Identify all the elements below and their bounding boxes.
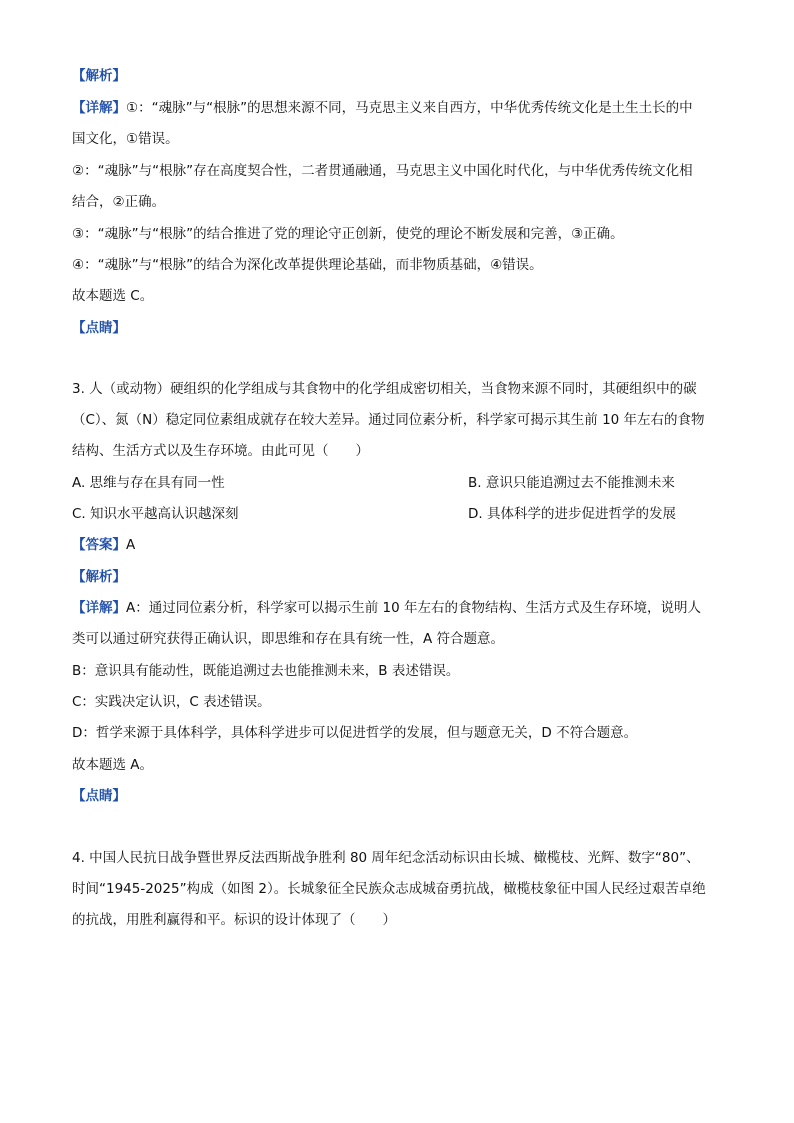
- q3-item-d: D：哲学来源于具体科学，具体科学进步可以促进哲学的发展，但与题意无关，D 不符合题意。: [72, 725, 638, 741]
- q3-answer-value: A: [126, 537, 136, 553]
- q3-comment-label: 【点睛】: [72, 788, 126, 804]
- q3-options-row2: [72, 504, 722, 524]
- q2-item4: ④：“魂脉”与“根脉”的结合为深化改革提供理论基础，而非物质基础，④错误。: [72, 257, 543, 273]
- q3-conclusion: 故本题选 A。: [72, 757, 154, 773]
- q4-stem-line2: 时间“1945-2025”构成（如图 2）。长城象征全民族众志成城奋勇抗战，橄榄枝象征中国人民经过艰苦卓绝: [72, 881, 706, 897]
- q3-analysis-label: 【解析】: [72, 569, 126, 585]
- q2-detail-line2: 国文化，①错误。: [72, 131, 179, 147]
- q2-item2-line1: ②：“魂脉”与“根脉”存在高度契合性，二者贯通融通，马克思主义中国化时代化，与中华优秀传统文化相: [72, 163, 693, 179]
- q2-item2-line2: 结合，②正确。: [72, 194, 166, 210]
- q2-comment-label: 【点睛】: [72, 320, 126, 336]
- q4-stem-line3: 的抗战，用胜利赢得和平。标识的设计体现了（ ）: [72, 912, 396, 928]
- q2-detail-line1: [72, 98, 722, 118]
- q3-stem-line3: 结构、生活方式以及生存环境。由此可见（ ）: [72, 443, 369, 459]
- q2-item3: ③：“魂脉”与“根脉”的结合推进了党的理论守正创新，使党的理论不断发展和完善，③正确。: [72, 226, 624, 242]
- q3-stem-line1: 3. 人（或动物）硬组织的化学组成与其食物中的化学组成密切相关，当食物来源不同时，其硬组织中的碳: [72, 381, 697, 397]
- q2-analysis-label: 【解析】: [72, 68, 126, 84]
- q2-conclusion: 故本题选 C。: [72, 288, 154, 304]
- q3-item-b: B：意识具有能动性，既能追溯过去也能推测未来，B 表述错误。: [72, 663, 460, 679]
- q3-detail-line1: [72, 598, 722, 618]
- q3-options-row1: [72, 473, 722, 493]
- q3-detail-tag: 【详解】: [72, 600, 126, 616]
- q2-detail-text1: ①：“魂脉”与“根脉”的思想来源不同，马克思主义来自西方，中华优秀传统文化是土生土长的中: [126, 100, 693, 116]
- q3-answer-tag: 【答案】: [72, 537, 126, 553]
- q3-detail-text1: A：通过同位素分析，科学家可以揭示生前 10 年左右的食物结构、生活方式及生存环境，说明人: [126, 600, 701, 616]
- q3-answer: [72, 535, 722, 555]
- q3-item-c: C：实践决定认识，C 表述错误。: [72, 694, 271, 710]
- q3-detail-line2: 类可以通过研究获得正确认识，即思维和存在具有统一性，A 符合题意。: [72, 631, 505, 647]
- q3-option-b: B. 意识只能追溯过去不能推测未来: [468, 475, 675, 491]
- q3-option-c: C. 知识水平越高认识越深刻: [72, 506, 239, 522]
- q3-stem-line2: （C）、氮（N）稳定同位素组成就存在较大差异。通过同位素分析，科学家可揭示其生前 10 年左右的食物: [72, 412, 705, 428]
- q2-detail-tag: 【详解】: [72, 100, 126, 116]
- q3-option-d: D. 具体科学的进步促进哲学的发展: [468, 506, 676, 522]
- q3-option-a: A. 思维与存在具有同一性: [72, 475, 225, 491]
- q4-stem-line1: 4. 中国人民抗日战争暨世界反法西斯战争胜利 80 周年纪念活动标识由长城、橄榄枝、光辉、数字“80”、: [72, 850, 700, 866]
